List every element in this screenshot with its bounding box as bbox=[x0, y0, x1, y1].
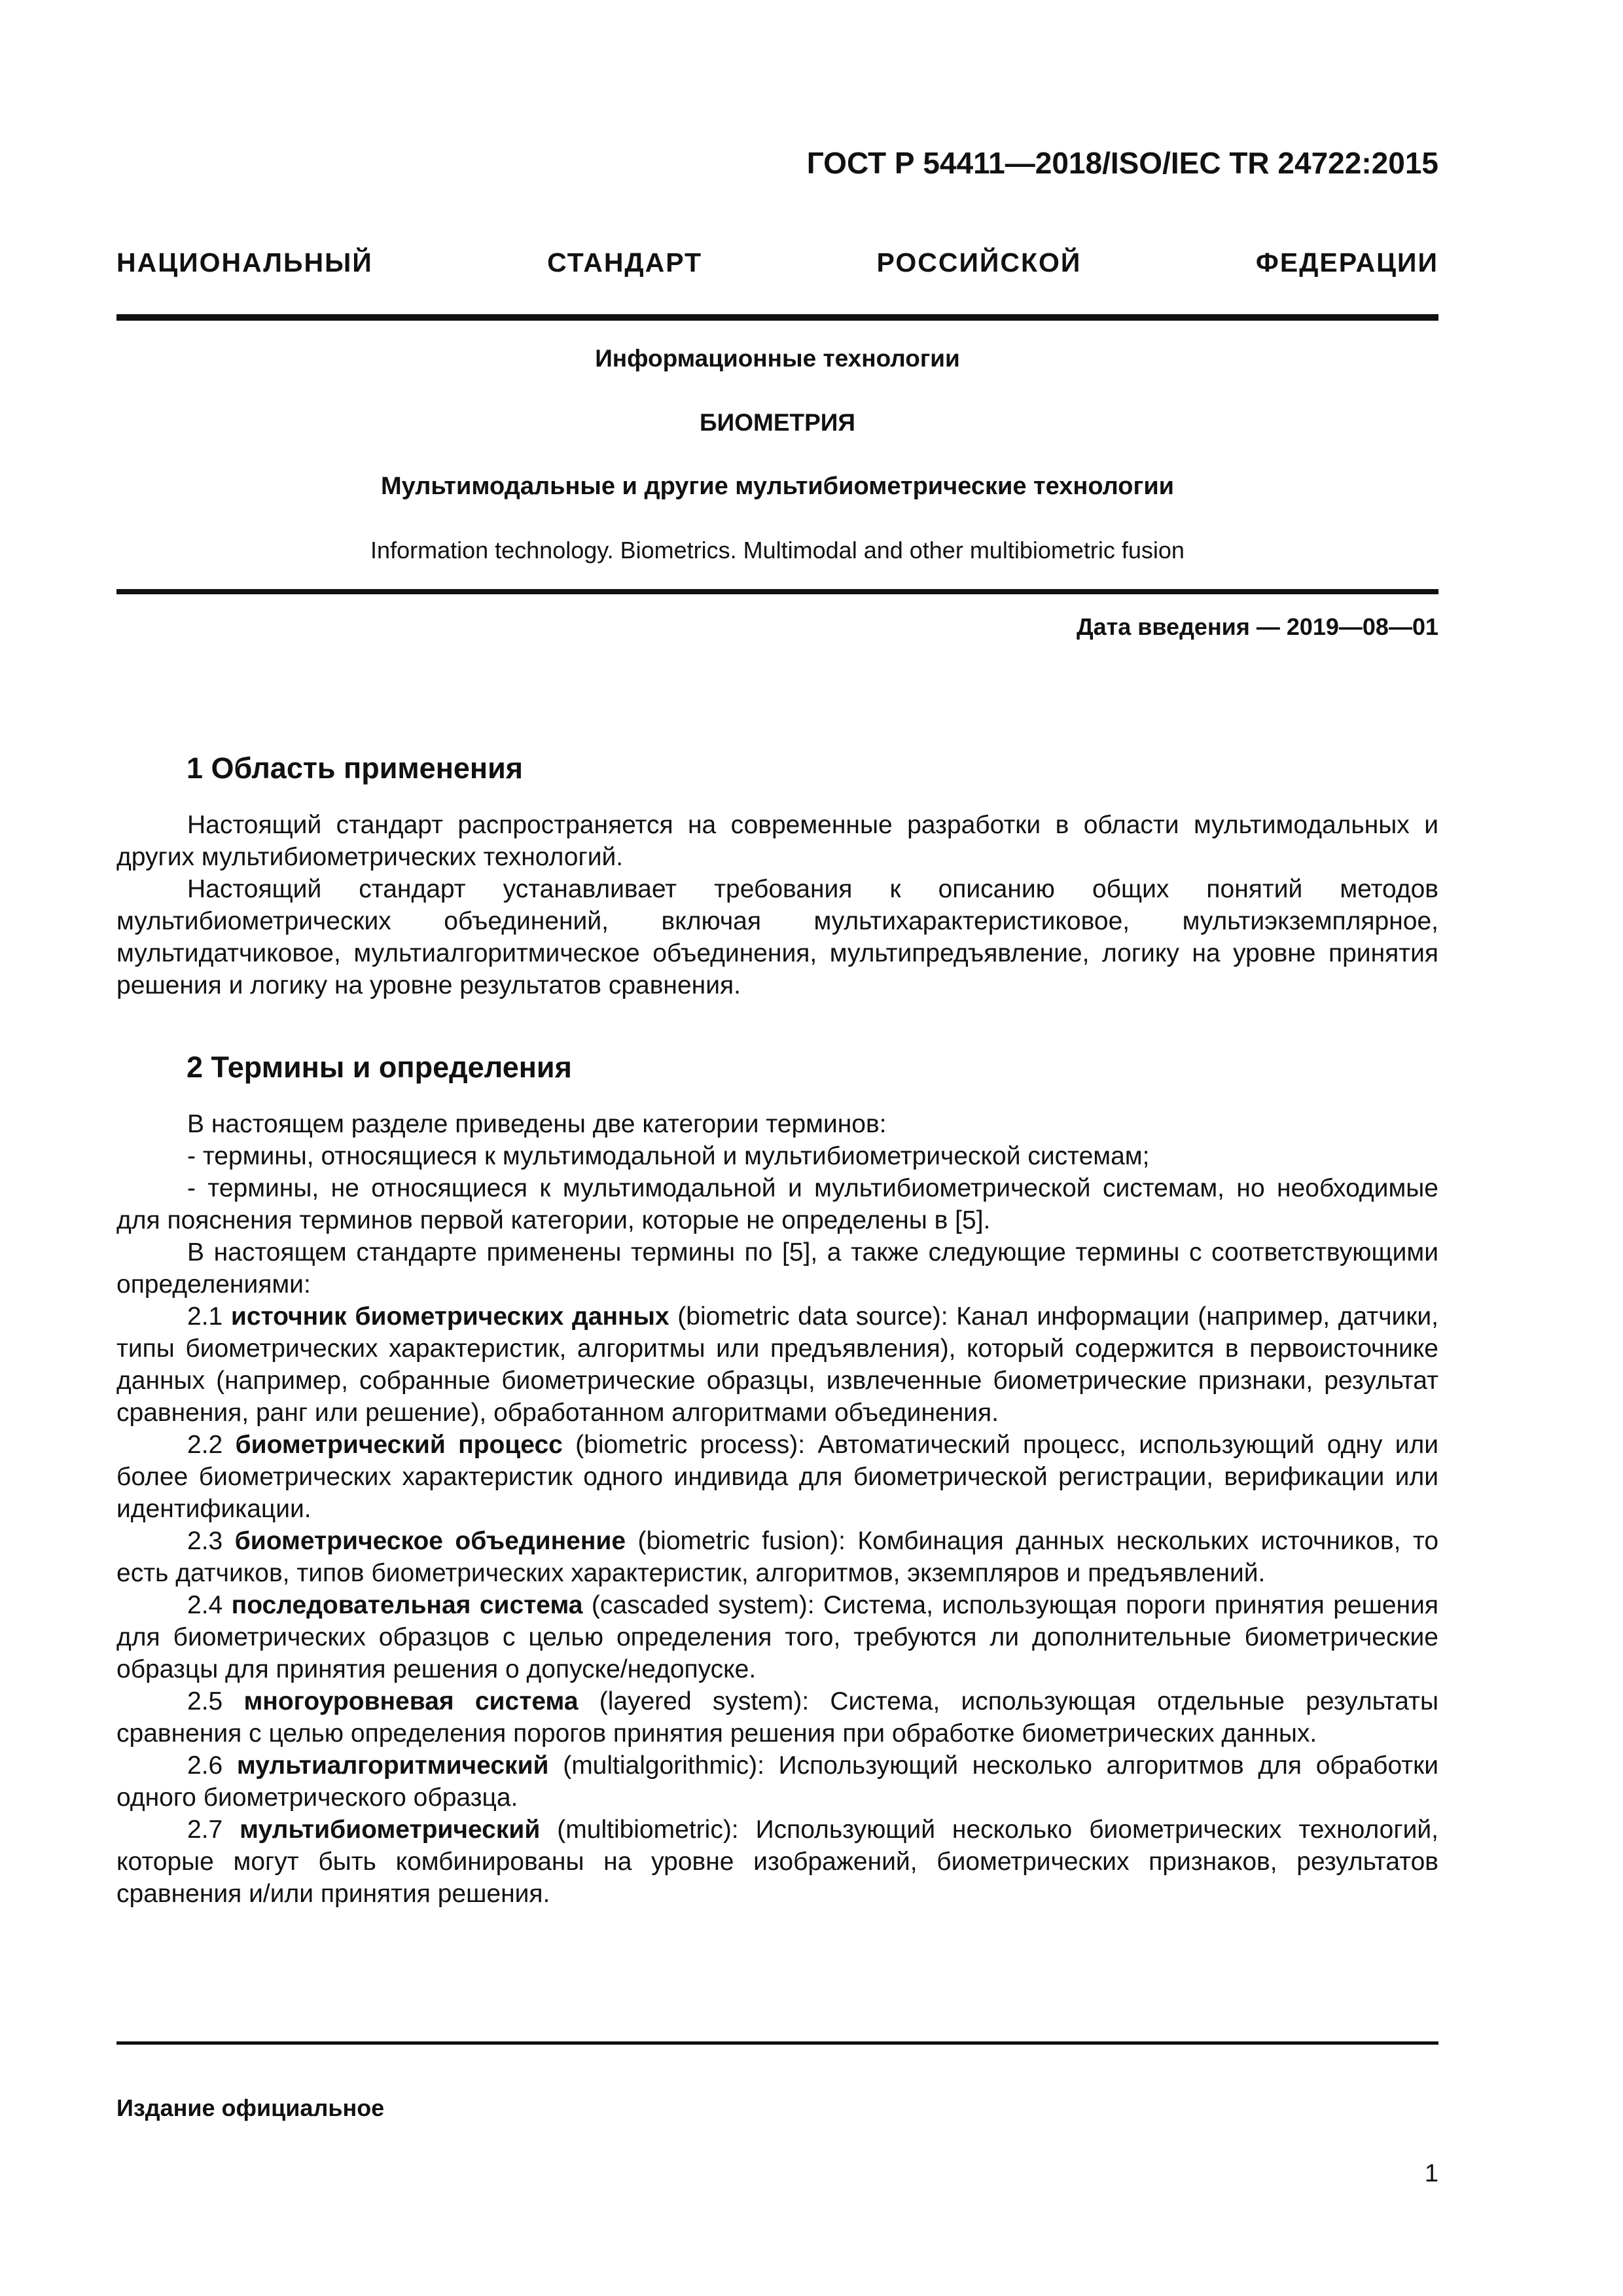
term-name: биометрический процесс bbox=[235, 1431, 563, 1459]
title-line-3: Мультимодальные и другие мультибиометрические технологии bbox=[380, 473, 1175, 500]
term-2-7 bbox=[116, 1814, 1438, 1910]
term-2-4 bbox=[116, 1589, 1438, 1685]
term-2-1 bbox=[116, 1300, 1438, 1429]
standard-designation: ГОСТ Р 54411—2018/ISO/IEC TR 24722:2015 bbox=[806, 146, 1438, 180]
national-standard-banner: НАЦИОНАЛЬНЫЙ СТАНДАРТ РОССИЙСКОЙ ФЕДЕРАЦИИ bbox=[116, 247, 1438, 278]
section-2-heading: 2 Термины и определения bbox=[187, 1050, 572, 1084]
term-name: последовательная система bbox=[231, 1591, 583, 1619]
official-edition-label: Издание официальное bbox=[116, 2094, 385, 2121]
introduction-date: Дата введения — 2019—08—01 bbox=[1076, 613, 1438, 640]
term-definition: (biometric data source): Канал информации (например, датчики, типы биометрических характеристик, алгоритмы или предъявления), который содержится в первоисточнике данных (например, собранные биометрические образцы, извлеченные биометрические признаки, результат сравнения, ранг или решение), обработанном алгоритмами объединения. bbox=[116, 1302, 1439, 1427]
term-name: биометрическое объединение bbox=[234, 1527, 626, 1555]
term-name: многоуровневая система bbox=[243, 1687, 579, 1715]
term-definition: (layered system): Система, использующая отдельные результаты сравнения с целью определения порогов принятия решения при обработке биометрических данных. bbox=[116, 1687, 1438, 1748]
term-number: 2.1 bbox=[187, 1302, 231, 1331]
term-2-3 bbox=[116, 1525, 1438, 1589]
term-2-6 bbox=[116, 1749, 1438, 1814]
term-number: 2.4 bbox=[187, 1591, 232, 1619]
term-definition: (biometric process): Автоматический процесс, использующий одну или более биометрических характеристик одного индивида для биометрической регистрации, верификации или идентификации. bbox=[116, 1431, 1439, 1523]
term-number: 2.2 bbox=[187, 1431, 236, 1459]
section-2-applied: В настоящем стандарте применены термины по [5], а также следующие термины с соответствующими определениями: bbox=[116, 1238, 1438, 1299]
term-name: источник биометрических данных bbox=[230, 1302, 669, 1331]
term-name: мультиалгоритмический bbox=[236, 1751, 549, 1780]
page-number: 1 bbox=[1424, 2160, 1438, 2187]
term-number: 2.7 bbox=[187, 1816, 240, 1844]
term-number: 2.5 bbox=[187, 1687, 244, 1715]
section-2-bullet-1: - термины, относящиеся к мультимодальной и мультибиометрической системам; bbox=[187, 1142, 1150, 1170]
term-definition: (biometric fusion): Комбинация данных нескольких источников, то есть датчиков, типов биометрических характеристик, алгоритмов, экземпляров и предъявлений. bbox=[116, 1527, 1439, 1587]
english-title: Information technology. Biometrics. Multimodal and other multibiometric fusion bbox=[370, 537, 1185, 564]
section-1-heading: 1 Область применения bbox=[187, 751, 524, 785]
section-1-paragraph-2: Настоящий стандарт устанавливает требования к описанию общих понятий методов мультибиометрических объединений, включая мультихарактеристиковое, мультиэкземплярное, мультидатчиковое, мультиалгоритмическое объединения, мультипредъявление, логику на уровне принятия решения и логику на уровне результатов сравнения. bbox=[116, 875, 1438, 999]
title-line-2: БИОМЕТРИЯ bbox=[700, 409, 855, 436]
term-number: 2.3 bbox=[187, 1527, 235, 1555]
top-rule bbox=[116, 314, 1438, 321]
section-2-bullet-2: - термины, не относящиеся к мультимодальной и мультибиометрической системам, но необходимые для пояснения терминов первой категории, которые не определены в [5]. bbox=[116, 1174, 1438, 1234]
term-2-5 bbox=[116, 1685, 1438, 1749]
section-2-body bbox=[116, 1108, 1438, 1910]
section-1-paragraph-1: Настоящий стандарт распространяется на современные разработки в области мультимодальных и других мультибиометрических технологий. bbox=[116, 811, 1438, 871]
term-number: 2.6 bbox=[187, 1751, 237, 1780]
term-name: мультибиометрический bbox=[240, 1816, 541, 1844]
section-1-body bbox=[116, 809, 1438, 1001]
title-rule bbox=[116, 589, 1438, 594]
term-definition: (multibiometric): Использующий несколько биометрических технологий, которые могут быть комбинированы на уровне изображений, биометрических признаков, результатов сравнения и/или принятия решения. bbox=[116, 1816, 1438, 1908]
term-2-2 bbox=[116, 1429, 1438, 1525]
term-definition: (multialgorithmic): Использующий несколько алгоритмов для обработки одного биометрического образца. bbox=[116, 1751, 1438, 1812]
footer-rule bbox=[116, 2041, 1438, 2045]
term-definition: (cascaded system): Система, использующая пороги принятия решения для биометрических образцов с целью определения того, требуются ли дополнительные биометрические образцы для принятия решения о допуске/недопуске. bbox=[116, 1591, 1438, 1683]
title-line-1: Информационные технологии bbox=[595, 345, 960, 372]
section-2-intro: В настоящем разделе приведены две категории терминов: bbox=[187, 1110, 887, 1138]
